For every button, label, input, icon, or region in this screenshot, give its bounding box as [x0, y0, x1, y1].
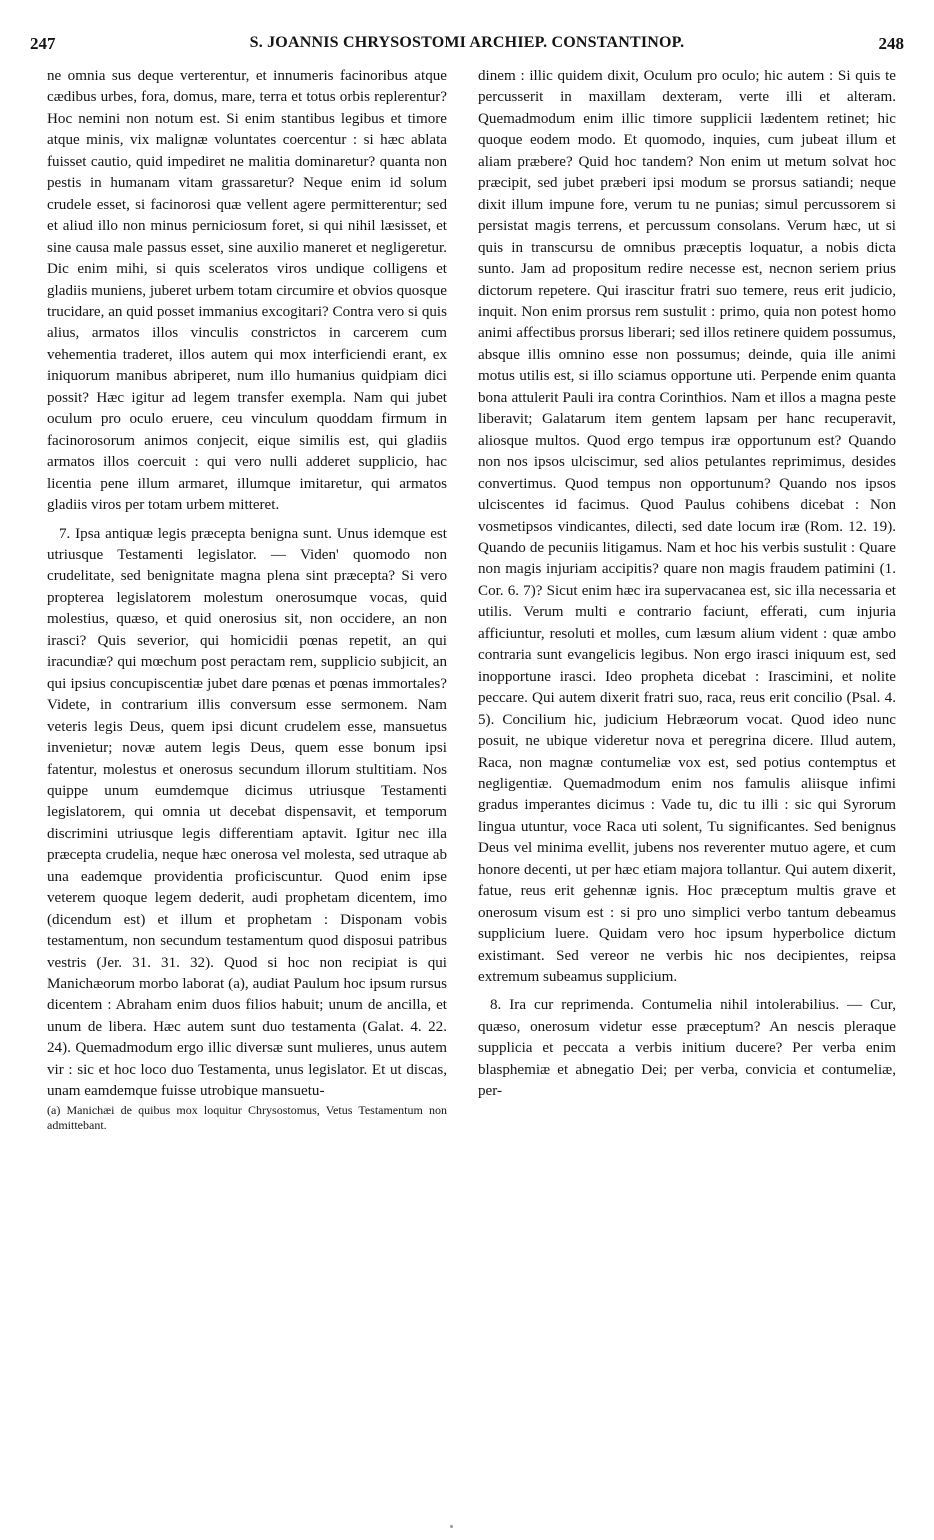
paragraph-right-1: dinem : illic quidem dixit, Oculum pro oculo; hic autem : Si quis te percusserit in maxillam dexteram, verte illi et alteram. Quemadmodum enim illic timore supplicii lædentem retinet; hic quoque eodem modo. Et quomodo, inquies, cum jubeat illum et aliam præbere? Quid hoc tandem? Non enim ut metum solvat hoc præcipit, sed jubet præberi ipsi modum se prorsus satiandi; neque dixit illum impune fore, verum tu ne punias; simul percussorem si persistat magis terrens, et percussum consolans. Verum hæc, ut si quis in transcursu de omnibus præceptis loquatur, a nobis dicta sunto. Jam ad propositum redire necesse est, necnon seriem prius dictorum repetere. Qui irascitur fratri suo temere, reus erit judicio, inquit. Non enim prorsus rem sustulit : primo, quia non potest homo animi affectibus prorsus liberari; sed illos retinere quidem possumus, absque illis omnino esse non possumus; deinde, quia ille animi motus utilis est, si illo sciamus opportune uti. Perpende enim quanta bona attulerit Pauli ira contra Corinthios. Nam et illos a magna peste liberavit; Galatarum item gentem lapsam per hanc recuperavit, aliosque multos. Quod ergo tempus iræ opportunum est? Quando non nos ipsos ulciscimur, sed alios petulantes reprimimus, desides convertimus. Quod tempus non opportunum? Quando nos ipsos ulciscentes id facimus. Quod Paulus cohibens dicebat : Non vosmetipsos vindicantes, dilecti, sed date locum iræ (Rom. 12. 19). Quando de pecuniis litigamus. Nam et hoc his verbis sustulit : Quare non magis injuriam accipitis? quare non magis fraudem patimini (1. Cor. 6. 7)? Sicut enim hæc ira supervacanea est, sic illa necessaria et utilis. Verum multi e contrario faciunt, efferati, cum injuria afficiuntur, resoluti et molles, cum læsum alium vident : quæ ambo contraria sunt evangelicis legibus. Non ergo irasci iniquum est, sed inopportune irasci. Ideo propheta dicebat : Irascimini, et nolite peccare. Qui autem dixerit fratri suo, raca, reus erit concilio (Psal. 4. 5). Concilium hic, judicium Hebræorum vocat. Quod ideo nunc posuit, ne ubique videretur nova et peregrina dicere. Illud autem, Raca, non magnæ contumeliæ vox est, sed potius contemptus et negligentiæ. Quemadmodum enim nos famulis aliisque infimi gradus imperantes dicimus : Vade tu, dic tu illi : sic qui Syrorum lingua utuntur, voce Raca uti solent, Tu significantes. Sed benignus Deus vel minima evellit, jubens nos reverenter mutuo agere, et cum honore decenti, ut per hæc etiam majora tollantur. Qui autem dixerit, fatue, reus erit gehennæ ignis. Hoc præceptum multis grave et onerosum visum est : si pro uno simplici verbo tantum debeamus supplicium luere. Quidam vero hoc ipsum hyperbolice dictum existimant. Sed vereor ne verbis hic nos decipientes, reipsa extremum subeamus supplicium. — [478, 68, 896, 986]
scan-speck — [450, 1525, 453, 1528]
page-number-right: 248 — [878, 34, 904, 53]
footnote-a: (a) Manichæi de quibus mox loquitur Chrysostomus, Vetus Testamentum non admittebant. — [47, 1102, 447, 1132]
left-column — [47, 66, 447, 1133]
right-column — [478, 66, 896, 1103]
paragraph-left-1: ne omnia sus deque verterentur, et innumeris facinoribus atque cædibus urbes, fora, domus, mare, terra et totus orbis replerentur? Hoc nemini non notum est. Si enim stantibus legibus et timore atque minis, vix malignæ voluntates coercentur : si hæc ablata fuisset cautio, quid impediret ne malitia dominaretur? quanta non pestis in humanam vitam grassaretur? Neque enim id solum crudele esset, si facinorosi quæ vellent agere permitterentur; sed et aliud illo non minus perniciosum foret, si qui nihil læsisset, et sine causa male passus esset, sine auxilio maneret et negligeretur. Dic enim mihi, si quis sceleratos viros undique colligens et gladiis muniens, juberet urbem totam circumire et obvios quosque trucidare, an quid posset immanius excogitari? Contra vero si quis alius, armatos illos vinculis constrictos in carcerem cum vehementia traderet, illos autem qui mox interficiendi erant, ex iniquorum manibus abriperet, num illo humanius quidpiam dici possit? Hæc igitur ad legem transfer exempla. Nam qui jubet oculum pro oculo eruere, ceu vinculum quoddam firmum in facinorosorum animos conjecit, eique similis est, qui gladiis armatos illos coercuit : qui vero nulli adderet supplicio, hac licentia pene illum armaret, illumque imitaretur, qui armatos gladiis viros per totam urbem mitteret. — [47, 68, 447, 514]
running-header — [30, 30, 904, 60]
paragraph-right-2-section-8: 8. Ira cur reprimenda. Contumelia nihil intolerabilius. — Cur, quæso, onerosum videtur esse præceptum? An nescis pleraque supplicia et peccata a verbis initium ducere? Per verba enim blasphemiæ et abnegatio Dei; per verba, convicia et contumeliæ, per- — [478, 997, 896, 1100]
running-title: S. JOANNIS CHRYSOSTOMI ARCHIEP. CONSTANTINOP. — [249, 34, 685, 51]
page-number-left: 247 — [30, 34, 56, 53]
paragraph-left-2-section-7: 7. Ipsa antiquæ legis præcepta benigna sunt. Unus idemque est utriusque Testamenti legislator. — Viden' quomodo non crudelitate, sed benignitate magna plena sint præcepta? Si vero propterea legislatorem molestum onerosumque vocas, quid molestius, quæso, et quid onerosius sit, non occidere, an non irasci? Quis severior, qui homicidii pœnas repetit, an qui iracundiæ? qui mœchum post peractam rem, supplicio subjicit, an qui ipsius concupiscentiæ jubet dare pœnas et pœnas immortales? Videte, in contrarium illis conversum esse sermonem. Nam veteris legis Deus, quem ipsi dicunt crudelem esse, mansuetus invenietur; novæ autem legis Deus, quem esse bonum ipsi fatentur, molestus et onerosus secundum illorum stultitiam. Nos quippe unum eumdemque dicimus utriusque Testamenti legislatorem, qui omnia ut decebat dispensavit, et temporum discrimini utriusque legis differentiam aptavit. Igitur nec illa præcepta crudelia, neque hæc onerosa vel molesta, sed utraque ab una eademque providentia proficiscuntur. Quod enim ipse veterem quoque legem dederit, audi prophetam dicentem, imo (dicendum est) et illum et prophetam : Disponam vobis testamentum, non secundum testamentum quod disposui patribus vestris (Jer. 31. 31. 32). Quod si hoc non recipiat is qui Manichæorum morbo laborat (a), audiat Paulum hoc ipsum rursus dicentem : Abraham enim duos filios habuit; unum de ancilla, et unum de libera. Hæc autem sunt duo testamenta (Galat. 4. 22. 24). Quemadmodum ergo illic diversæ sunt mulieres, unus autem vir : sic et hoc loco duo Testamenta, unus legislator. Et ut discas, unam eamdemque fuisse utrobique mansuetu- — [47, 525, 447, 1100]
